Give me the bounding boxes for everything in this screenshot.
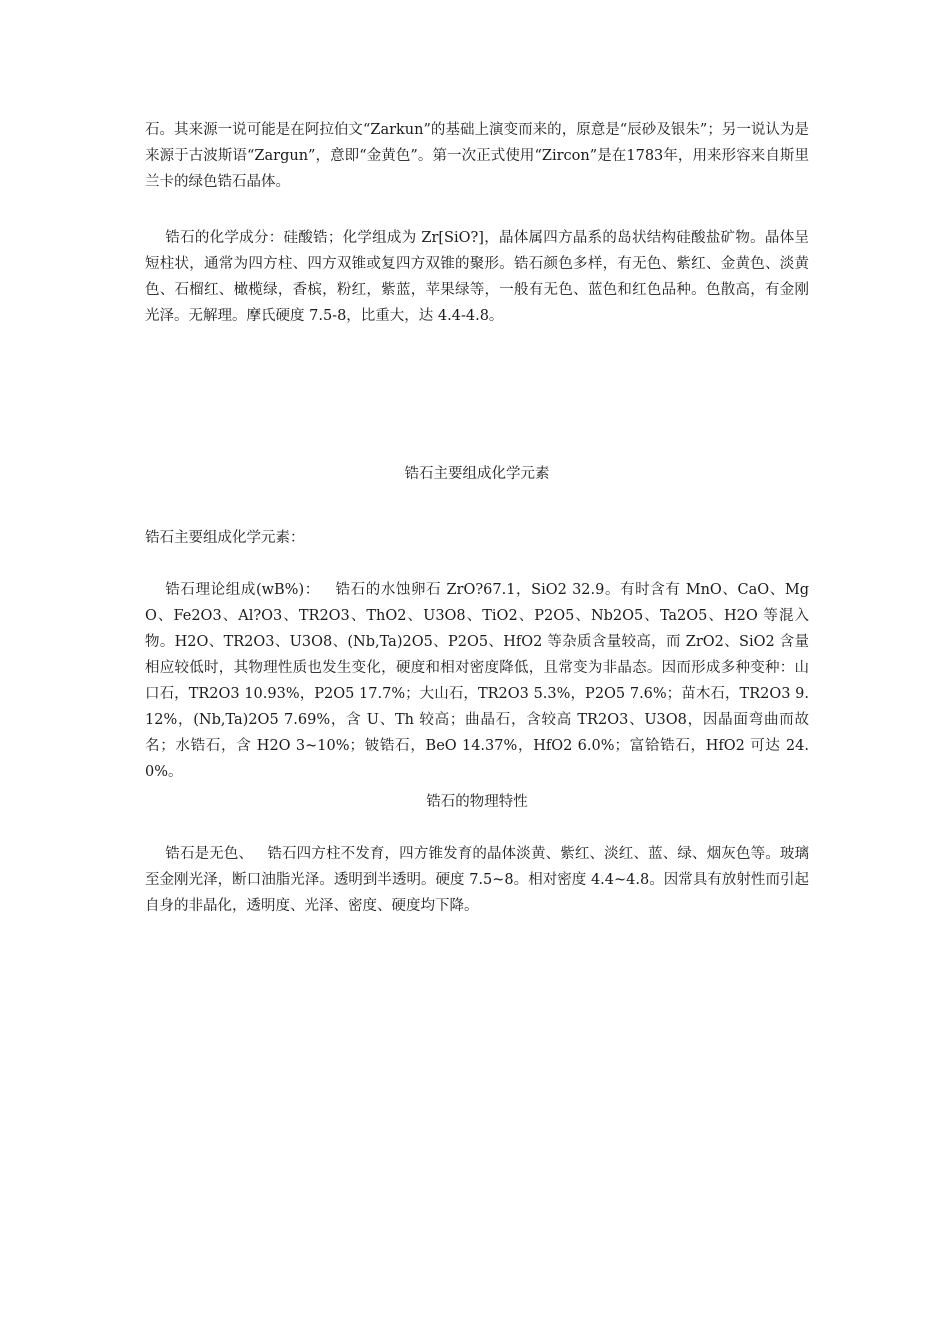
elements-paragraph: 锆石理论组成(wB%)： 锆石的水蚀卵石 ZrO?67.1，SiO2 32.9。有时含有 MnO、CaO、MgO、Fe2O3、Al?O3、TR2O3、ThO2、U3O8、TiO2、P2O5、Nb2O5、Ta2O5、H2O 等混入物。H2O、TR2O3、U3O8、(Nb,Ta)2O5、P2O5、HfO2 等杂质含量较高，而 ZrO2、SiO2 含量相应较低时，其物理性质也发生变化，硬度和相对密度降低，且常变为非晶态。因而形成多种变种：山口石，TR2O3 10.93%，P2O5 17.7%；大山石，TR2O3 5.3%，P2O5 7.6%；苗木石，TR2O3 9.12%，(Nb,Ta)2O5 7.69%，含 U、Th 较高；曲晶石，含较高 TR2O3、U3O8，因晶面弯曲而故名；水锆石，含 H2O 3~10%；铍锆石，BeO 14.37%，HfO2 6.0%；富铪锆石，HfO2 可达 24.0%。 bbox=[145, 582, 809, 780]
elements-section-label: 锆石主要组成化学元素： bbox=[145, 530, 305, 546]
intro-paragraph: 石。其来源一说可能是在阿拉伯文“Zarkun”的基础上演变而来的，原意是“辰砂及银朱”；另一说认为是来源于古波斯语“Zargun”，意即“金黄色”。第一次正式使用“Zircon”是在1783年，用来形容来自斯里兰卡的绿色锆石晶体。 bbox=[145, 122, 809, 190]
physical-paragraph: 锆石是无色、 锆石四方柱不发育，四方锥发育的晶体淡黄、紫红、淡红、蓝、绿、烟灰色等。玻璃至金刚光泽，断口油脂光泽。透明到半透明。硬度 7.5~8。相对密度 4.4~4.8。因常具有放射性而引起自身的非晶化，透明度、光泽、密度、硬度均下降。 bbox=[145, 846, 809, 914]
physical-section-heading: 锆石的物理特性 bbox=[426, 794, 528, 810]
composition-paragraph: 锆石的化学成分：硅酸锆；化学组成为 Zr[SiO?]，晶体属四方晶系的岛状结构硅酸盐矿物。晶体呈短柱状，通常为四方柱、四方双锥或复四方双锥的聚形。锆石颜色多样，有无色、紫红、金黄色、淡黄色、石榴红、橄榄绿，香槟，粉红，紫蓝，苹果绿等，一般有无色、蓝色和红色品种。色散高，有金刚光泽。无解理。摩氏硬度 7.5-8，比重大，达 4.4-4.8。 bbox=[145, 230, 809, 324]
elements-section-heading: 锆石主要组成化学元素 bbox=[404, 466, 550, 482]
